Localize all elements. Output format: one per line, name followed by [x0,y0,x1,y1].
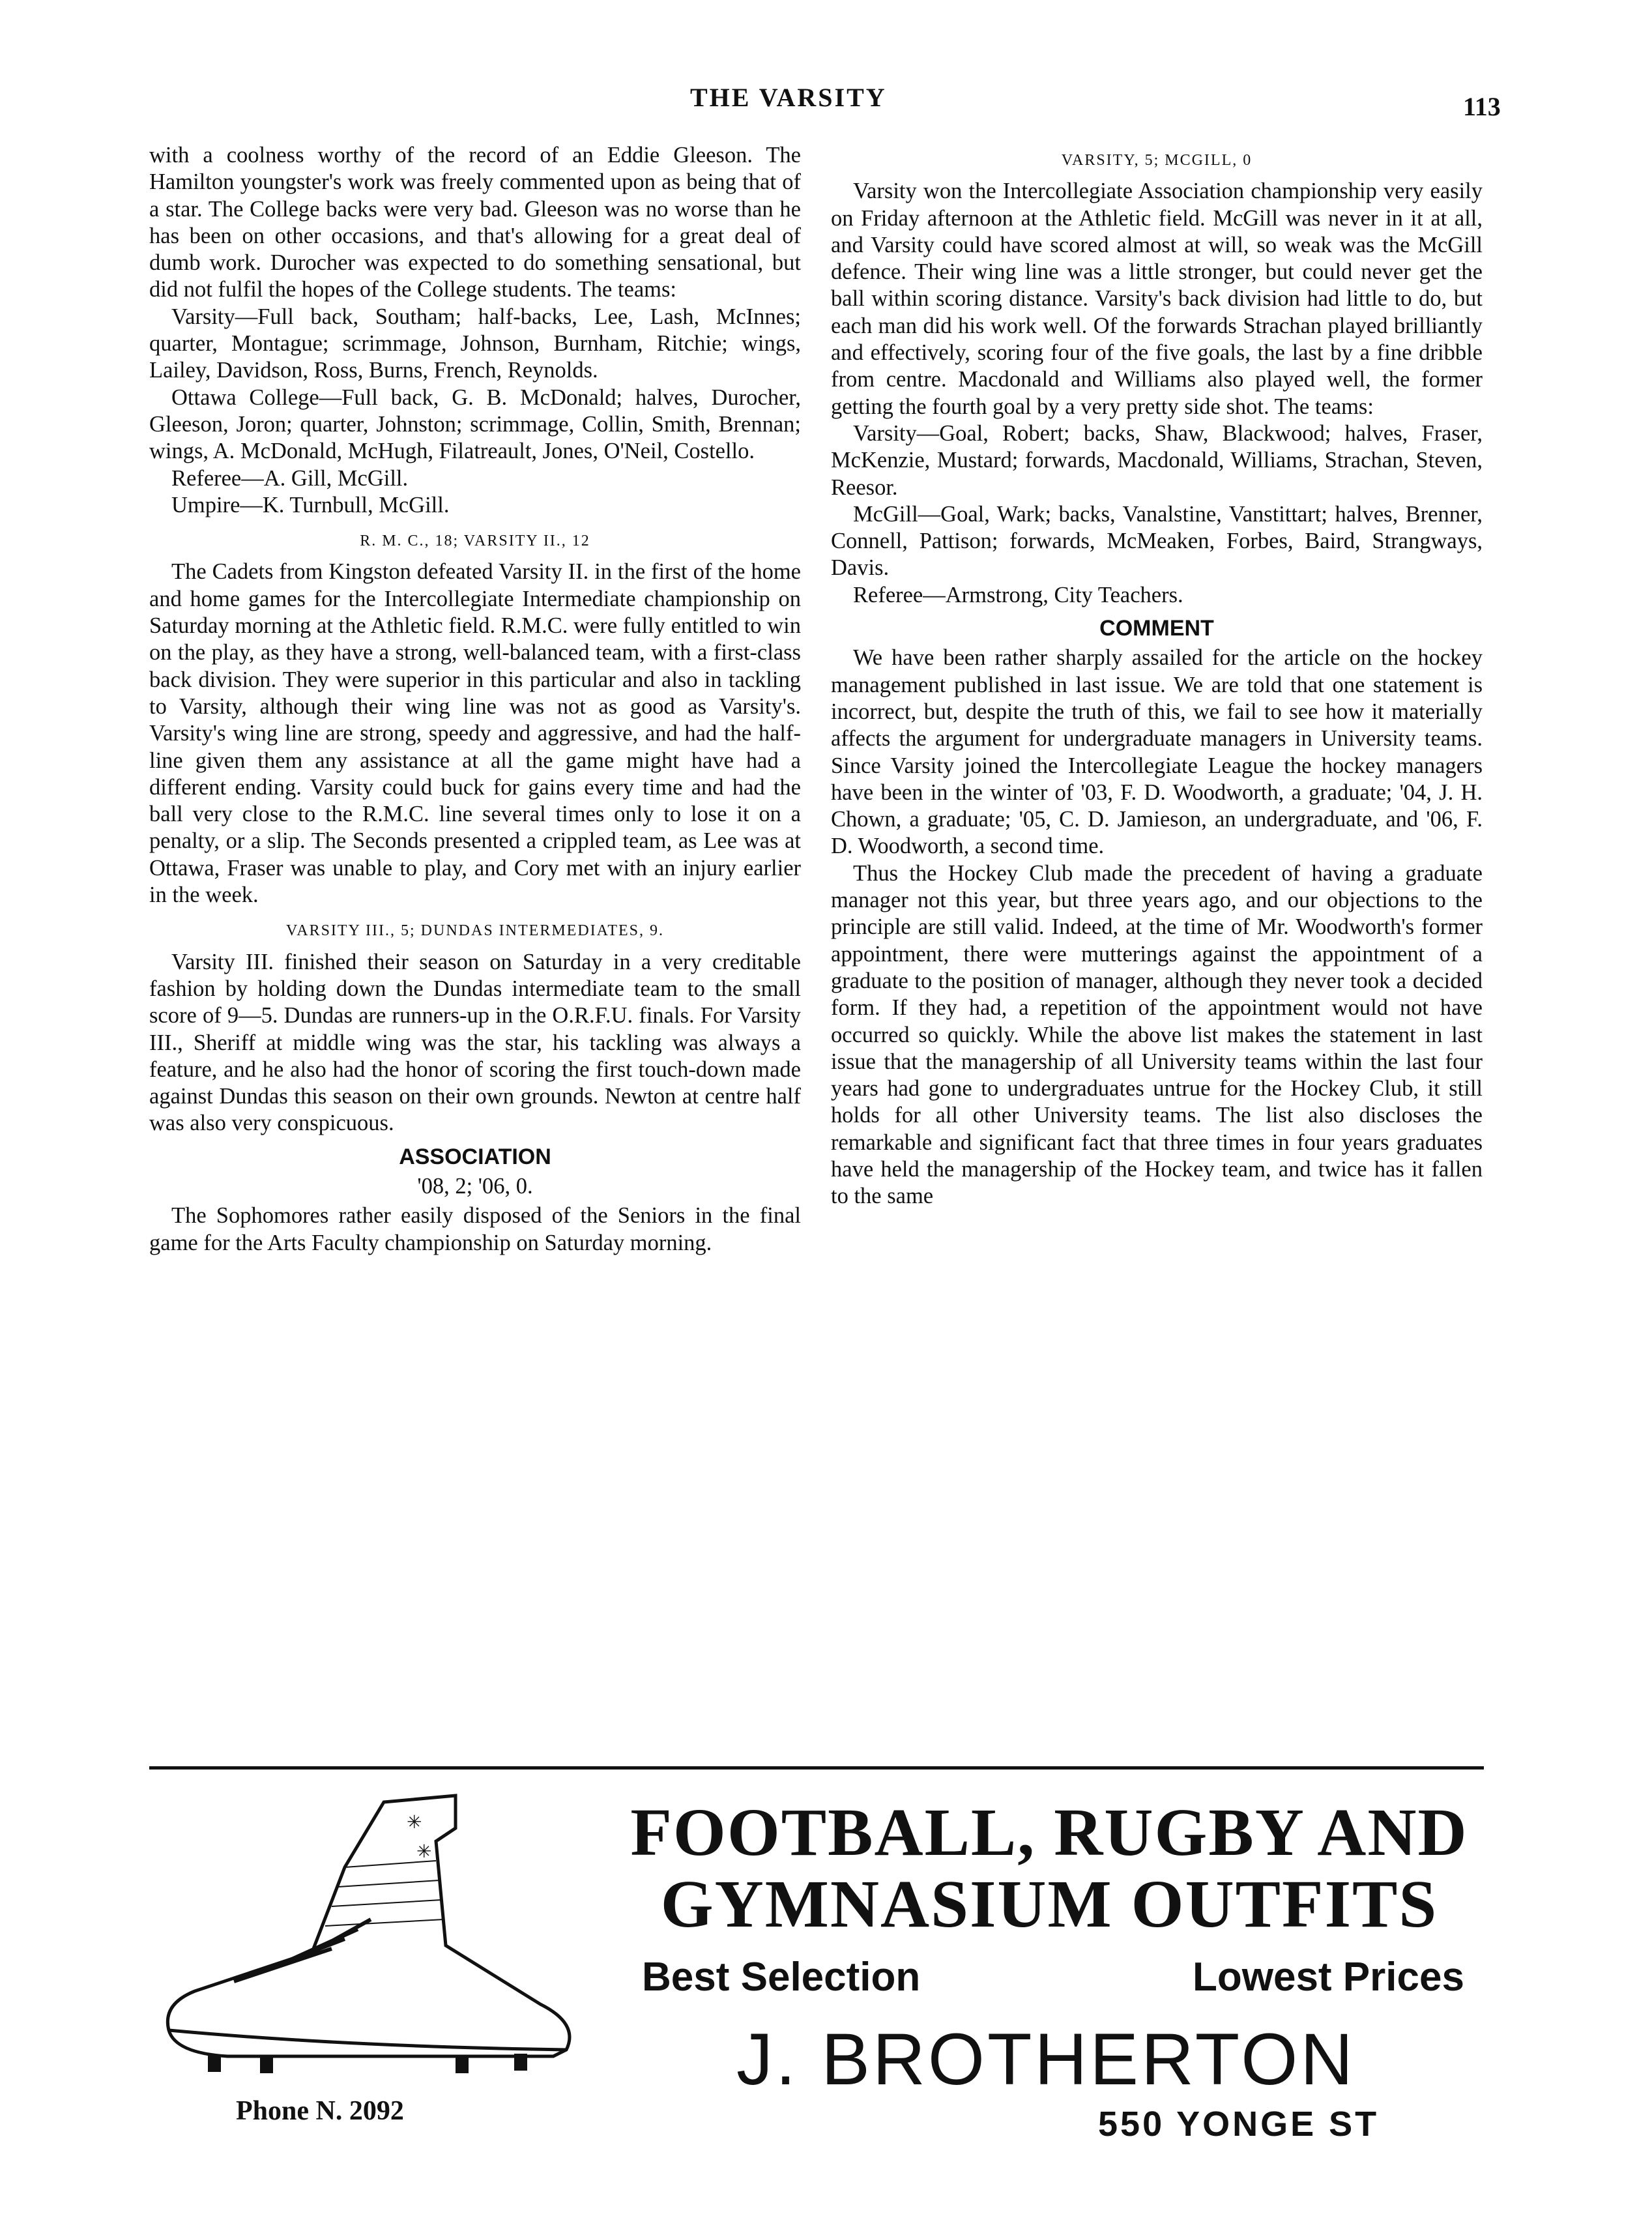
advertiser-address: 550 YONGE ST [1098,2105,1380,2144]
paragraph: Referee—Armstrong, City Teachers. [853,582,1183,607]
paragraph: Varsity—Full back, Southam; half-backs, Lee, Lash, McInnes; quarter, Montague; scrimmage, Johnson, Burnham, Ritchie; wings, Lailey, Davidson, Ross, Burns, French, Reynolds. [149,304,801,383]
paragraph: Varsity III. finished their season on Saturday in a very creditable fashion by holding down the Dundas intermediate team to the small score of 9—5. Dundas are runners-up in the O.R.F.U. finals. For Varsity III., Sheriff at middle wing was the star, his tackling was always a feature, and he also had the honor of scoring the first touch-down made against Dundas this season on their own grounds. Newton at centre half was also very conspicuous. [149,949,801,1136]
paragraph: The Sophomores rather easily disposed of the Seniors in the final game for the Arts Faculty championship on Saturday morning. [149,1203,801,1255]
left-column [149,142,801,1257]
ad-headline: GYMNASIUM OUTFITS [660,1867,1438,1942]
section-heading: R. M. C., 18; VARSITY II., 12 [360,532,590,550]
ad-tagline: Lowest Prices [1193,1955,1464,2000]
section-heading: VARSITY III., 5; DUNDAS INTERMEDIATES, 9. [286,922,664,940]
publication-title: THE VARSITY [690,83,887,112]
section-heading: VARSITY, 5; MCGILL, 0 [1061,152,1253,169]
paragraph: Ottawa College—Full back, G. B. McDonald; halves, Durocher, Gleeson, Joron; quarter, Johnston; scrimmage, Collin, Smith, Brennan; wings, A. McDonald, McHugh, Filatreault, Jones, O'Neil, Costello. [149,385,801,464]
ad-headline: FOOTBALL, RUGBY AND [630,1795,1468,1870]
right-column [831,147,1483,1210]
paragraph: Referee—A. Gill, McGill. [171,465,409,491]
score-line: '08, 2; '06, 0. [417,1173,533,1199]
paragraph: Varsity won the Intercollegiate Association championship very easily on Friday afternoon at the Athletic field. McGill was never in it at all, and Varsity could have scored almost at will, so weak was the McGill defence. Their wing line was a little stronger, but could never get the ball within scoring distance. Varsity's back division had little to do, but each man did his work well. Of the forwards Strachan played brilliantly and effectively, scoring four of the five goals, the last by a fine dribble from centre. Macdonald and Williams also played well, the former getting the fourth goal by a very pretty side shot. The teams: [831,179,1483,419]
page-number: 113 [1463,92,1501,121]
paragraph: Varsity—Goal, Robert; backs, Shaw, Blackwood; halves, Fraser, McKenzie, Mustard; forwards, Macdonald, Williams, Strachan, Steven, Reesor. [831,420,1483,500]
advertiser-phone: Phone N. 2092 [236,2096,404,2126]
paragraph: Thus the Hockey Club made the precedent of having a graduate manager not this year, but three years ago, and our objections to the principle are still valid. Indeed, at the time of Mr. Woodworth's former appointment, there were mutterings against the appointment of a graduate to the position of manager, although they never took a decided form. If they had, a repetition of the appointment would not have occurred so quickly. While the above list makes the statement in last issue that the managership of all University teams within the last four years had gone to undergraduates untrue for the Hockey Club, it still holds for all other University teams. The list also discloses the remarkable and significant fact that three times in four years graduates have held the managership of the Hockey team, and twice has it fallen to the same [831,860,1483,1209]
advertisement-divider [149,1766,1484,1770]
svg-text:✳: ✳ [407,1813,422,1833]
advertiser-name: J. BROTHERTON [736,2018,1356,2100]
paragraph: The Cadets from Kingston defeated Varsity II. in the first of the home and home games for the Intercollegiate Intermediate championship on Saturday morning at the Athletic field. R.M.C. were fully entitled to win on the play, as they have a strong, well-balanced team, with a first-class back division. They were superior in this particular and also in tackling to Varsity, although their wing line was not as good as Varsity's. Varsity's wing line are strong, speedy and aggressive, and had the half-line given them any assistance at all the game might have had a different ending. Varsity could buck for gains every time and had the ball very close to the R.M.C. line several times only to lose it on a penalty, or a slip. The Seconds presented a crippled team, as Lee was at Ottawa, Fraser was unable to play, and Cory met with an injury earlier in the week. [149,559,801,908]
paragraph: We have been rather sharply assailed for the article on the hockey management published in last issue. We are told that one statement is incorrect, but, despite the truth of this, we fail to see how it materially affects the argument for undergraduate managers in University teams. Since Varsity joined the Intercollegiate League the hockey managers have been in the winter of '03, F. D. Woodworth, a graduate; '04, J. H. Chown, a graduate; '05, C. D. Jamieson, an undergraduate, and '06, F. D. Woodworth, a second time. [831,645,1483,859]
section-heading: ASSOCIATION [399,1144,551,1169]
section-heading: COMMENT [1099,616,1214,641]
svg-text:✳: ✳ [416,1842,432,1862]
paragraph: Umpire—K. Turnbull, McGill. [171,492,450,517]
paragraph: with a coolness worthy of the record of an Eddie Gleeson. The Hamilton youngster's work was freely commented upon as being that of a star. The College backs were very bad. Gleeson was no worse than he has been on other occasions, and that's allowing for a great deal of dumb work. Durocher was expected to do something sensational, but did not fulfil the hopes of the College students. The teams: [149,143,801,302]
football-boot-icon [149,1789,592,2089]
paragraph: McGill—Goal, Wark; backs, Vanalstine, Vanstittart; halves, Brenner, Connell, Pattison; forwards, McMeaken, Forbes, Baird, Strangways, Davis. [831,501,1483,581]
ad-tagline: Best Selection [642,1955,921,2000]
